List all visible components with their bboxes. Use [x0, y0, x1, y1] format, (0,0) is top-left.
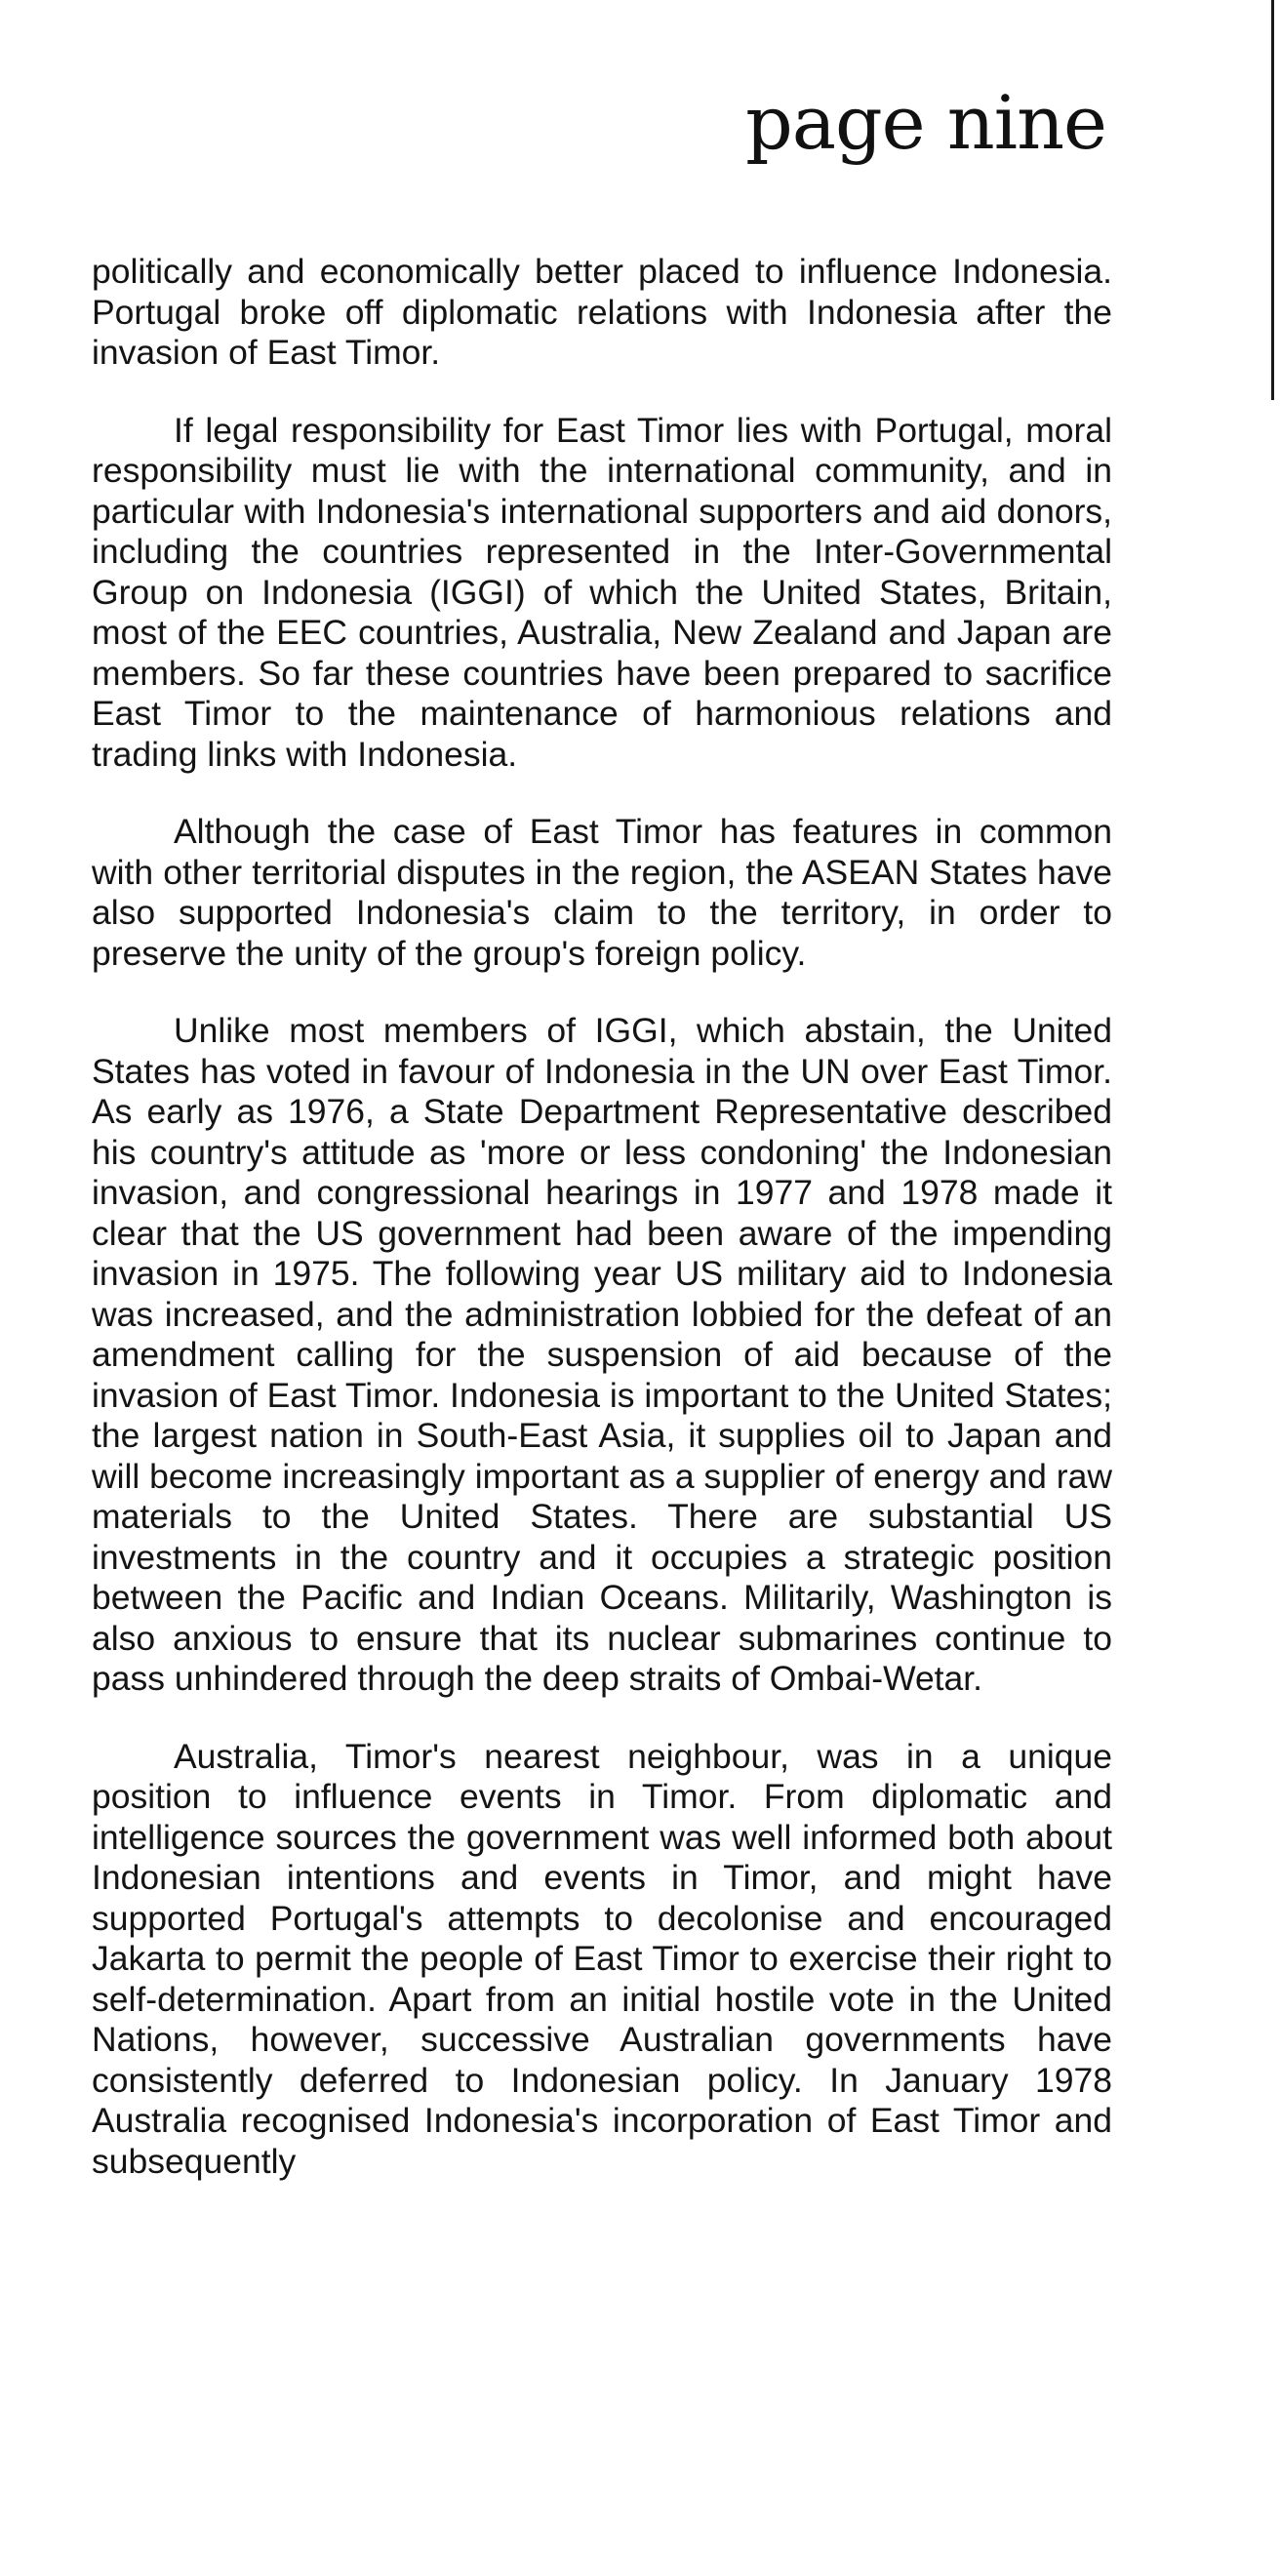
- paragraph: Australia, Timor's nearest neighbour, was in a unique position to influence events in Timor. From diplomatic and intelligence sources the government was well informed both about Indonesian intentions and events in Timor, and might have supported Portugal's attempts to decolonise and encouraged Jakarta to permit the people of East Timor to exercise their right to self-determination. Apart from an initial hostile vote in the United Nations, however, successive Australian governments have consistently deferred to Indonesian policy. In January 1978 Australia recognised Indonesia's incorporation of East Timor and subsequently: [92, 1736, 1112, 2181]
- body-text: [92, 252, 1112, 2219]
- paragraph: politically and economically better placed to influence Indonesia. Portugal broke off diplomatic relations with Indonesia after the invasion of East Timor.: [92, 252, 1112, 372]
- paragraph: If legal responsibility for East Timor lies with Portugal, moral responsibility must lie with the international community, and in particular with Indonesia's international supporters and aid donors, including the countries represented in the Inter-Governmental Group on Indonesia (IGGI) of which the United States, Britain, most of the EEC countries, Australia, New Zealand and Japan are members. So far these countries have been prepared to sacrifice East Timor to the maintenance of harmonious relations and trading links with Indonesia.: [92, 410, 1112, 774]
- paragraph: Unlike most members of IGGI, which abstain, the United States has voted in favour of Indonesia in the UN over East Timor. As early as 1976, a State Department Representative described his country's attitude as 'more or less condoning' the Indonesian invasion, and congressional hearings in 1977 and 1978 made it clear that the US government had been aware of the impending invasion in 1975. The following year US military aid to Indonesia was increased, and the administration lobbied for the defeat of an amendment calling for the suspension of aid because of the invasion of East Timor. Indonesia is important to the United States; the largest nation in South-East Asia, it supplies oil to Japan and will become increasingly important as a supplier of energy and raw materials to the United States. There are substantial US investments in the country and it occupies a strategic position between the Pacific and Indian Oceans. Militarily, Washington is also anxious to ensure that its nuclear submarines continue to pass unhindered through the deep straits of Ombai-Wetar.: [92, 1011, 1112, 1698]
- page-edge-rule: [1271, 0, 1274, 400]
- paragraph: Although the case of East Timor has features in common with other territorial disputes in the region, the ASEAN States have also supported Indonesia's claim to the territory, in order to preserve the unity of the group's foreign policy.: [92, 812, 1112, 973]
- page-title: page nine: [745, 79, 1106, 166]
